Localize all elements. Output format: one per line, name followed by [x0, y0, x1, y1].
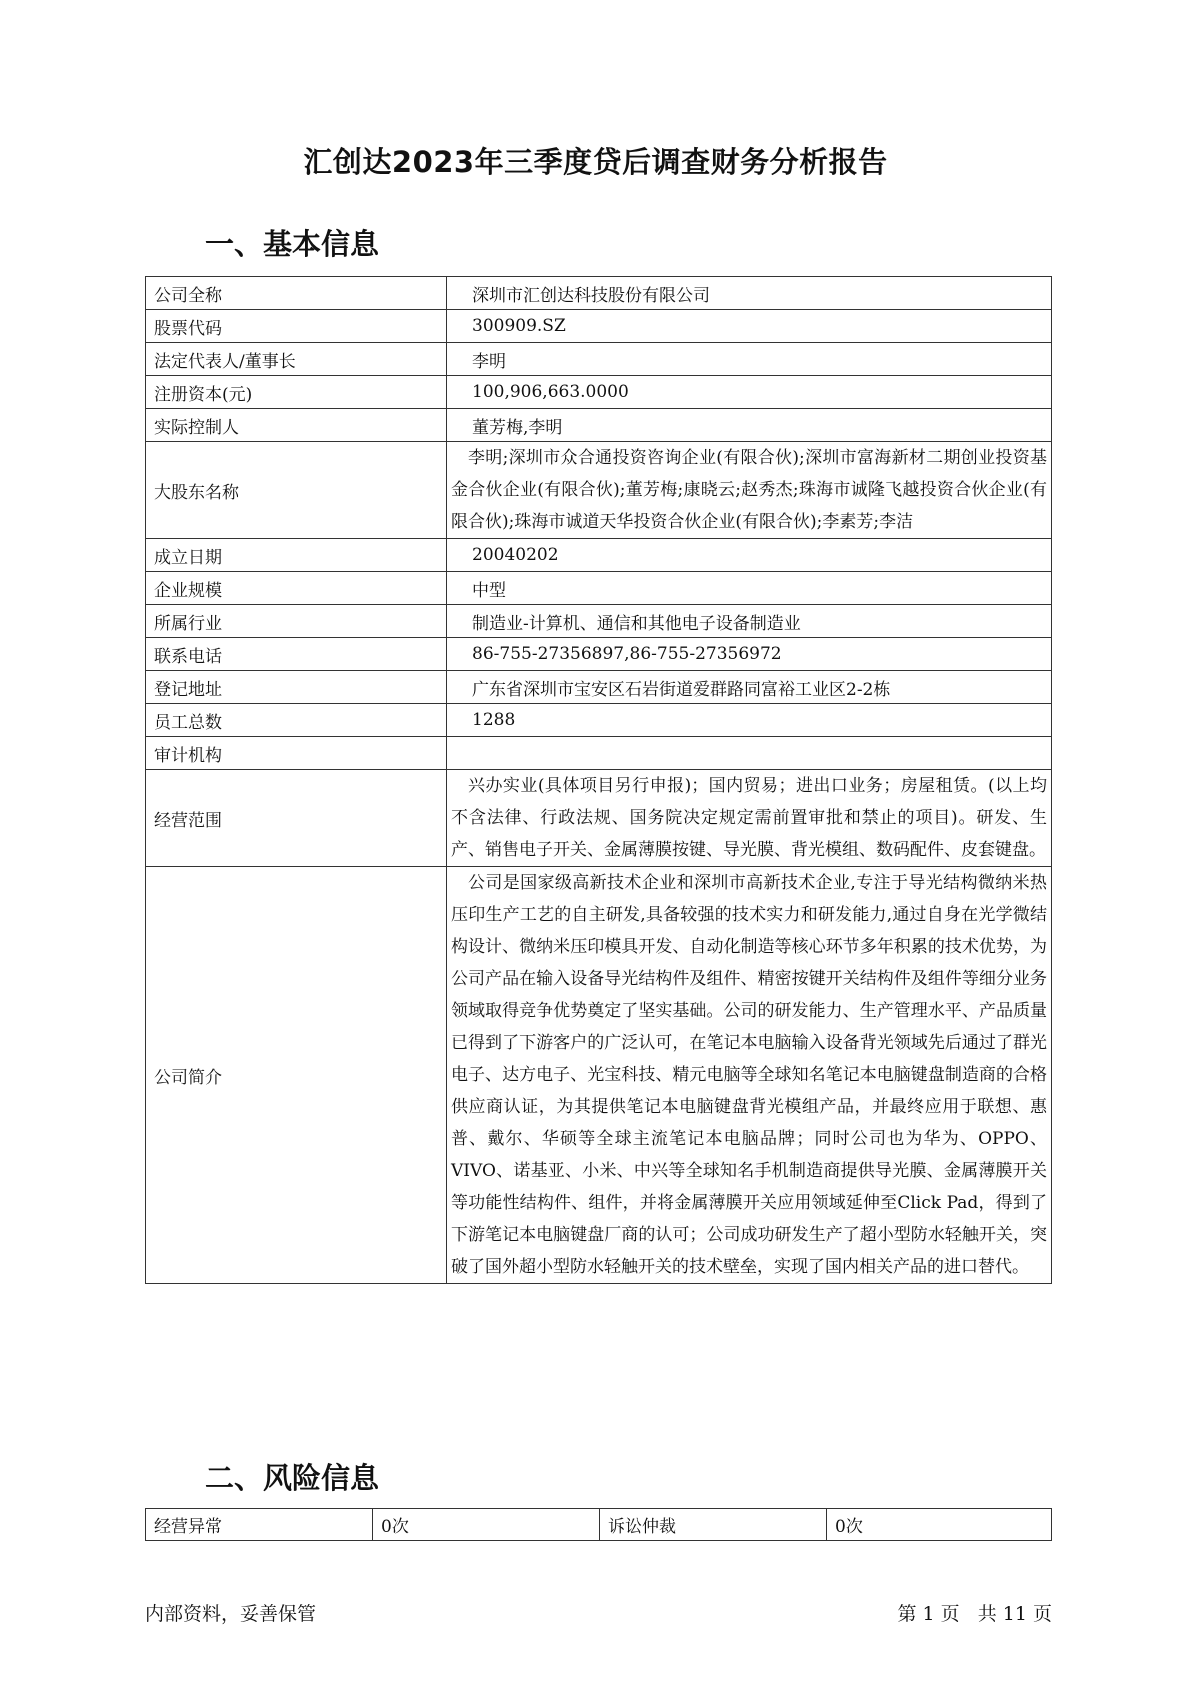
row-value: 深圳市汇创达科技股份有限公司: [447, 277, 1052, 310]
row-label: 法定代表人/董事长: [146, 343, 447, 376]
row-label: 经营范围: [146, 770, 447, 867]
table-row: [146, 572, 1052, 605]
row-value: 董芳梅,李明: [447, 409, 1052, 442]
table-row: [146, 539, 1052, 572]
table-row: [146, 376, 1052, 409]
table-row: [146, 409, 1052, 442]
row-label: 联系电话: [146, 638, 447, 671]
table-row: [146, 737, 1052, 770]
row-value: 20040202: [447, 539, 1052, 572]
table-row: [146, 704, 1052, 737]
row-value: 86-755-27356897,86-755-27356972: [447, 638, 1052, 671]
table-row: [146, 277, 1052, 310]
table-row: [146, 605, 1052, 638]
row-value: 李明: [447, 343, 1052, 376]
risk-value-litigation: 0次: [827, 1509, 1052, 1541]
row-label: 公司全称: [146, 277, 447, 310]
table-row: [146, 770, 1052, 867]
row-value: [447, 737, 1052, 770]
table-row: [146, 310, 1052, 343]
footer-page-number: 第 1 页 共 11 页: [897, 1603, 1052, 1625]
table-row: [146, 638, 1052, 671]
table-row: [146, 442, 1052, 539]
row-label: 员工总数: [146, 704, 447, 737]
table-row: [146, 343, 1052, 376]
section-heading-basic-info: 一、基本信息: [205, 227, 380, 261]
row-value: 李明;深圳市众合通投资咨询企业(有限合伙);深圳市富海新材二期创业投资基金合伙企业(有限合伙);董芳梅;康晓云;赵秀杰;珠海市诚隆飞越投资合伙企业(有限合伙);珠海市诚道天华投资合伙企业(有限合伙);李素芳;李洁: [447, 442, 1052, 539]
row-value: 中型: [447, 572, 1052, 605]
risk-label-abnormal: 经营异常: [146, 1509, 373, 1541]
row-value: 100,906,663.0000: [447, 376, 1052, 409]
row-value: 300909.SZ: [447, 310, 1052, 343]
row-label: 审计机构: [146, 737, 447, 770]
row-label: 企业规模: [146, 572, 447, 605]
row-value: 兴办实业(具体项目另行申报)；国内贸易；进出口业务；房屋租赁。(以上均不含法律、行政法规、国务院决定规定需前置审批和禁止的项目)。研发、生产、销售电子开关、金属薄膜按键、导光膜、背光模组、数码配件、皮套键盘。: [447, 770, 1052, 867]
row-value: 广东省深圳市宝安区石岩街道爱群路同富裕工业区2-2栋: [447, 671, 1052, 704]
table-row: [146, 1509, 1052, 1541]
row-label: 登记地址: [146, 671, 447, 704]
risk-label-litigation: 诉讼仲裁: [600, 1509, 827, 1541]
footer-confidential-note: 内部资料，妥善保管: [145, 1603, 317, 1625]
document-title: 汇创达2023年三季度贷后调查财务分析报告: [303, 145, 888, 179]
section-heading-risk-info: 二、风险信息: [205, 1461, 380, 1495]
row-label: 股票代码: [146, 310, 447, 343]
row-value: 1288: [447, 704, 1052, 737]
basic-info-table: [145, 276, 1052, 1284]
risk-info-table: [145, 1508, 1052, 1541]
row-label: 大股东名称: [146, 442, 447, 539]
risk-value-abnormal: 0次: [373, 1509, 600, 1541]
row-value: 制造业-计算机、通信和其他电子设备制造业: [447, 605, 1052, 638]
row-label: 所属行业: [146, 605, 447, 638]
row-label: 注册资本(元): [146, 376, 447, 409]
row-label: 公司简介: [146, 867, 447, 1284]
row-label: 成立日期: [146, 539, 447, 572]
table-row: [146, 671, 1052, 704]
row-value: 公司是国家级高新技术企业和深圳市高新技术企业,专注于导光结构微纳米热压印生产工艺的自主研发,具备较强的技术实力和研发能力,通过自身在光学微结构设计、微纳米压印模具开发、自动化制造等核心环节多年积累的技术优势，为公司产品在输入设备导光结构件及组件、精密按键开关结构件及组件等细分业务领域取得竞争优势奠定了坚实基础。公司的研发能力、生产管理水平、产品质量已得到了下游客户的广泛认可，在笔记本电脑输入设备背光领域先后通过了群光电子、达方电子、光宝科技、精元电脑等全球知名笔记本电脑键盘制造商的合格供应商认证，为其提供笔记本电脑键盘背光模组产品，并最终应用于联想、惠普、戴尔、华硕等全球主流笔记本电脑品牌；同时公司也为华为、OPPO、VIVO、诺基亚、小米、中兴等全球知名手机制造商提供导光膜、金属薄膜开关等功能性结构件、组件，并将金属薄膜开关应用领域延伸至Click Pad，得到了下游笔记本电脑键盘厂商的认可；公司成功研发生产了超小型防水轻触开关，突破了国外超小型防水轻触开关的技术壁垒，实现了国内相关产品的进口替代。: [447, 867, 1052, 1284]
row-label: 实际控制人: [146, 409, 447, 442]
table-row: [146, 867, 1052, 1284]
